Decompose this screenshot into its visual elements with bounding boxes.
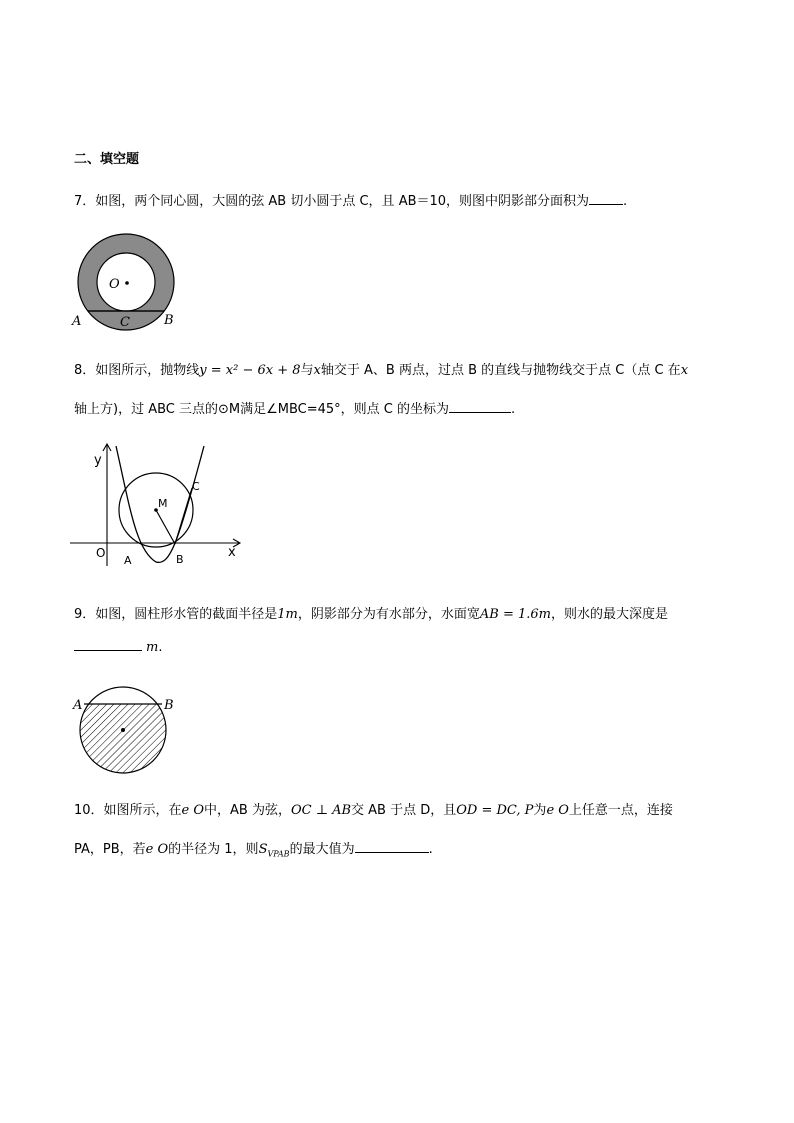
- q10-line2a: PA，PB，若: [74, 842, 146, 857]
- q10-circle-1: e O: [181, 803, 205, 818]
- q8-label-b: B: [176, 553, 184, 566]
- q9-center-point: [121, 728, 125, 732]
- q8-label-o: O: [96, 546, 106, 560]
- q8-x-var: x: [313, 363, 321, 378]
- q7-text: 7．如图，两个同心圆，大圆的弦 AB 切小圆于点 C，且 AB＝10，则图中阴影部分面积为: [74, 194, 590, 209]
- q7-center-point: [125, 281, 129, 285]
- question-10-line-2: [74, 840, 433, 864]
- q10-mid2: 交 AB 于点 D，且: [351, 803, 457, 818]
- q7-label-b: B: [164, 313, 174, 328]
- q7-label-o: O: [109, 277, 120, 292]
- q10-prefix: 10．如图所示，在: [74, 803, 182, 818]
- q8-x-var-end: x: [680, 363, 689, 378]
- q10-area: S: [258, 842, 268, 857]
- q9-mid: ，阴影部分为有水部分，水面宽: [297, 607, 480, 622]
- q10-mid1: 中，AB 为弦，: [204, 803, 291, 818]
- q8-figure: [70, 438, 250, 576]
- question-7: [74, 192, 627, 211]
- q8-after-x: 轴交于 A、B 两点，过点 B 的直线与抛物线交于点 C（点 C 在: [320, 363, 681, 378]
- q8-end: .: [511, 402, 516, 417]
- q8-answer-blank[interactable]: [449, 400, 511, 413]
- q9-suffix: ，则水的最大深度是: [551, 607, 669, 622]
- q7-label-c: C: [120, 315, 130, 330]
- question-10-line-1: [74, 802, 673, 820]
- q10-circle-2: e O: [546, 803, 569, 818]
- q9-unit: m: [146, 640, 159, 655]
- q7-answer-blank[interactable]: [589, 192, 623, 205]
- q10-area-sub: VPAB: [267, 849, 290, 859]
- q8-line2: 轴上方)，过 ABC 三点的⊙M满足∠MBC=45°，则点 C 的坐标为: [74, 402, 450, 417]
- q7-end: .: [623, 194, 628, 209]
- section-title: 二、填空题: [74, 152, 140, 167]
- q10-answer-blank[interactable]: [355, 840, 429, 853]
- q8-label-m: M: [158, 497, 168, 510]
- q8-label-y: y: [94, 453, 102, 468]
- q9-label-b: B: [164, 698, 174, 713]
- q9-end: .: [158, 640, 163, 655]
- q8-label-x: x: [228, 545, 236, 560]
- q7-figure: [70, 232, 190, 332]
- q9-radius: 1m: [277, 607, 298, 622]
- q8-mid: 与: [300, 363, 314, 378]
- question-8-line-1: [74, 362, 688, 380]
- q9-figure: [70, 684, 190, 778]
- q10-circle-3: e O: [145, 842, 169, 857]
- question-9-line-2: [74, 638, 162, 657]
- question-8-line-2: [74, 400, 515, 419]
- q9-width-expr: AB = 1.6m: [479, 607, 552, 622]
- q10-end: .: [428, 842, 433, 857]
- q8-label-a: A: [124, 554, 132, 567]
- q10-cond: OD = DC, P: [456, 803, 534, 818]
- q8-segment-mb: [156, 510, 175, 544]
- q8-label-c: C: [192, 480, 200, 493]
- q8-equation: y = x² − 6x + 8: [199, 363, 301, 378]
- q10-line2c: 的最大值为: [289, 842, 355, 857]
- q10-mid3: 为: [533, 803, 547, 818]
- q9-answer-blank[interactable]: [74, 638, 142, 651]
- q10-line2b: 的半径为 1，则: [168, 842, 259, 857]
- q10-suffix1: 上任意一点，连接: [568, 803, 673, 818]
- q10-perp: OC ⊥ AB: [290, 803, 352, 818]
- q9-label-a: A: [73, 698, 83, 713]
- question-9-line-1: [74, 606, 668, 624]
- q8-prefix: 8．如图所示，抛物线: [74, 363, 200, 378]
- q9-prefix: 9．如图，圆柱形水管的截面半径是: [74, 607, 278, 622]
- q7-label-a: A: [72, 314, 82, 329]
